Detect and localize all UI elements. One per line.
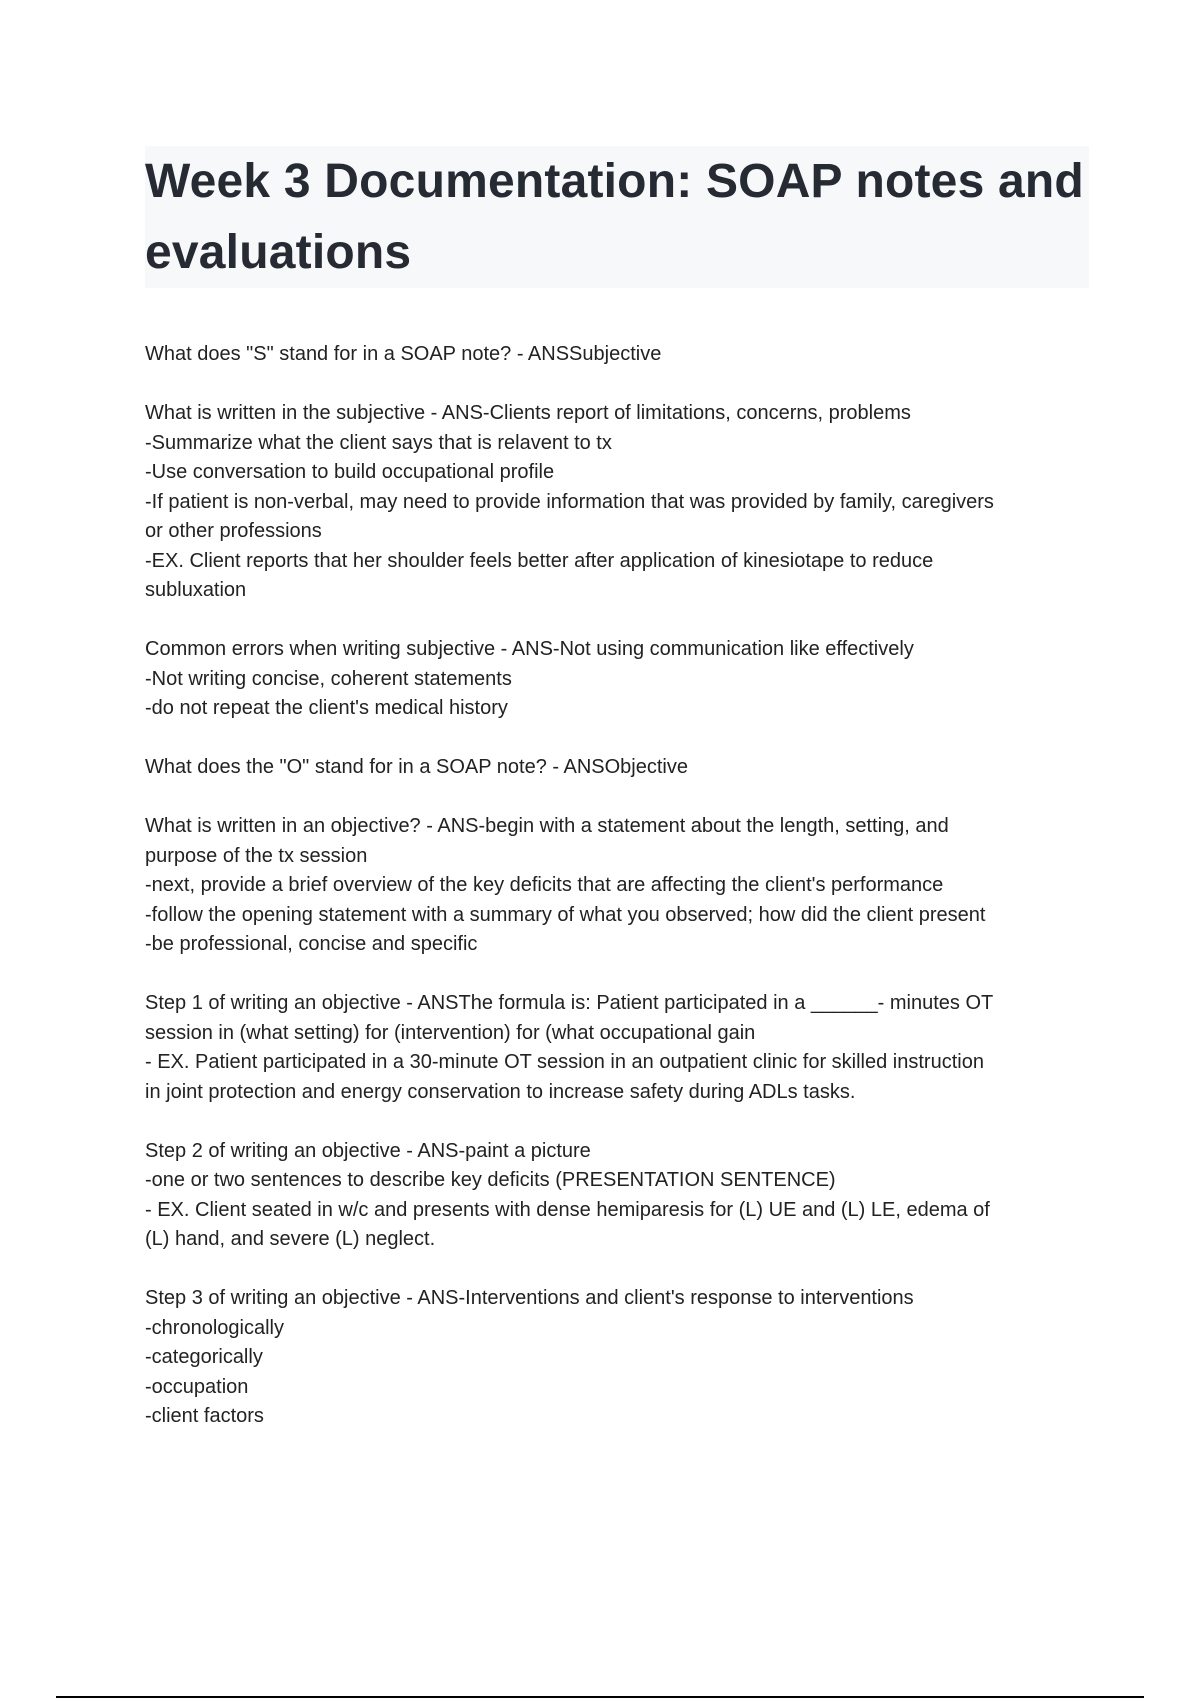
qa-entry [145,989,1095,1107]
qa-entry [145,635,1095,724]
document-body [145,340,1095,1461]
qa-question-line: What is written in the subjective - ANS-Clients report of limitations, concerns, problems [145,402,911,424]
qa-answer-line: -Summarize what the client says that is relavent to tx [145,431,612,454]
qa-entry [145,753,1095,783]
qa-answer-line: -be professional, concise and specific [145,933,478,955]
qa-answer-line: session in (what setting) for (intervention) for (what occupational gain [145,1021,756,1044]
qa-answer-line: or other professions [145,520,322,542]
qa-answer-line: - EX. Client seated in w/c and presents with dense hemiparesis for (L) UE and (L) LE, edema of [145,1198,990,1221]
qa-answer-line: -follow the opening statement with a summary of what you observed; how did the client present [145,903,986,926]
qa-question-line: Step 3 of writing an objective - ANS-Interventions and client's response to interventions [145,1287,914,1309]
qa-answer-line: -chronologically [145,1316,284,1339]
qa-answer-line: -occupation [145,1375,249,1398]
page-title [145,146,1089,288]
qa-entry [145,1284,1095,1432]
qa-answer-line: -Not writing concise, coherent statements [145,667,512,690]
qa-question-line: Common errors when writing subjective - ANS-Not using communication like effectively [145,638,914,660]
page-title-line-2: evaluations [145,226,412,279]
qa-answer-line: -do not repeat the client's medical history [145,697,508,719]
qa-question-line: Step 2 of writing an objective - ANS-paint a picture [145,1139,591,1162]
qa-entry [145,812,1095,960]
qa-entry [145,340,1095,370]
qa-answer-line: -categorically [145,1346,263,1368]
qa-answer-line: -EX. Client reports that her shoulder feels better after application of kinesiotape to reduce [145,549,934,572]
page-title-line-1: Week 3 Documentation: SOAP notes and [145,155,1084,208]
qa-answer-line: -If patient is non-verbal, may need to provide information that was provided by family, caregivers [145,490,994,513]
qa-answer-line: -one or two sentences to describe key deficits (PRESENTATION SENTENCE) [145,1169,836,1191]
qa-answer-line: - EX. Patient participated in a 30-minute OT session in an outpatient clinic for skilled instruction [145,1051,984,1073]
qa-question-line: What does "S" stand for in a SOAP note? - ANSSubjective [145,343,662,365]
qa-entry [145,399,1095,606]
qa-question-line: What is written in an objective? - ANS-begin with a statement about the length, setting, and [145,815,949,837]
qa-answer-line: purpose of the tx session [145,844,368,867]
qa-answer-line: -next, provide a brief overview of the key deficits that are affecting the client's performance [145,874,944,896]
qa-answer-line: (L) hand, and severe (L) neglect. [145,1228,436,1250]
qa-question-line: What does the "O" stand for in a SOAP note? - ANSObjective [145,756,688,778]
qa-answer-line: subluxation [145,579,247,601]
qa-answer-line: -client factors [145,1405,264,1427]
qa-answer-line: in joint protection and energy conservation to increase safety during ADLs tasks. [145,1080,856,1103]
qa-answer-line: -Use conversation to build occupational profile [145,461,555,483]
qa-question-line: Step 1 of writing an objective - ANSThe formula is: Patient participated in a ______- minutes OT [145,992,994,1014]
page-bottom-divider [56,1696,1144,1698]
title-block [145,146,1089,288]
qa-entry [145,1137,1095,1255]
